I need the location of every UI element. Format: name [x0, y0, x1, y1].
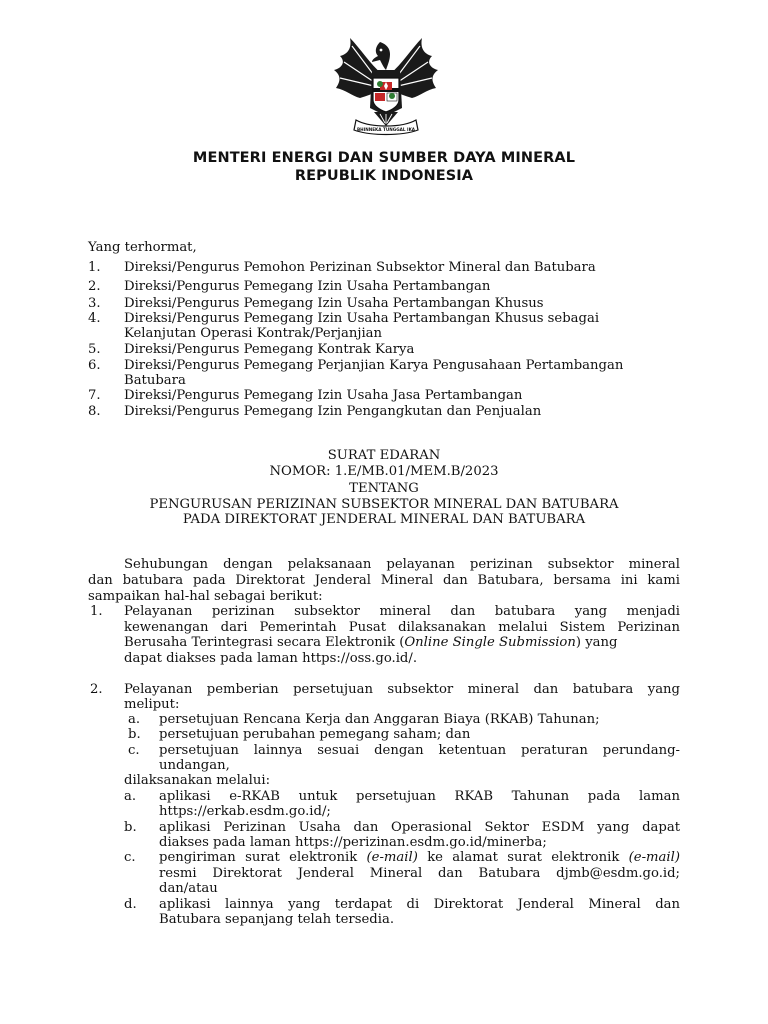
recipient-number: 1. — [88, 260, 101, 275]
point-text: kewenangan dari Pemerintah Pusat dilaksanakan melalui Sistem Perizinan — [124, 620, 680, 635]
recipient-number: 6. — [88, 358, 101, 373]
sub-item: aplikasi lainnya yang terdapat di Direktorat Jenderal Mineral dan — [159, 897, 680, 912]
document-subject: PENGURUSAN PERIZINAN SUBSEKTOR MINERAL DAN BATUBARA — [149, 497, 619, 512]
recipient-text: Direksi/Pengurus Pemegang Perjanjian Karya Pengusahaan Pertambangan — [124, 358, 624, 373]
recipient-text: Direksi/Pengurus Pemegang Izin Usaha Pertambangan Khusus sebagai — [124, 311, 600, 326]
point-text: Pelayanan perizinan subsektor mineral dan batubara yang menjadi — [124, 604, 680, 619]
salutation: Yang terhormat, — [88, 240, 197, 255]
recipient-number: 5. — [88, 342, 101, 357]
point-text: meliput: — [124, 697, 180, 712]
republic-title: REPUBLIK INDONESIA — [294, 168, 474, 184]
intro-line: Sehubungan dengan pelaksanaan pelayanan perizinan subsektor mineral — [124, 557, 680, 572]
document-about: TENTANG — [349, 481, 419, 496]
recipient-text: Direksi/Pengurus Pemegang Izin Usaha Pertambangan Khusus — [124, 296, 544, 311]
sub-item: undangan, — [159, 758, 230, 773]
sub-item: persetujuan lainnya sesuai dengan ketentuan peraturan perundang- — [159, 743, 680, 758]
sub-item: aplikasi e-RKAB untuk persetujuan RKAB Tahunan pada laman — [159, 789, 680, 804]
recipient-text: Batubara — [124, 373, 186, 388]
recipient-number: 7. — [88, 388, 101, 403]
recipient-text: Direksi/Pengurus Pemegang Izin Pengangkutan dan Penjualan — [124, 404, 542, 419]
sub-letter: b. — [124, 820, 137, 835]
document-number: NOMOR: 1.E/MB.01/MEM.B/2023 — [269, 464, 499, 479]
recipient-number: 4. — [88, 311, 101, 326]
document-type: SURAT EDARAN — [327, 448, 441, 463]
sub-letter: c. — [124, 850, 136, 865]
intro-line: dan batubara pada Direktorat Jenderal Mineral dan Batubara, bersama ini kami — [88, 573, 680, 588]
sub-item: resmi Direktorat Jenderal Mineral dan Batubara djmb@esdm.go.id; — [159, 866, 680, 881]
intro-line: sampaikan hal-hal sebagai berikut: — [88, 589, 323, 604]
recipient-text: Direksi/Pengurus Pemegang Kontrak Karya — [124, 342, 415, 357]
sub-item: diakses pada laman https://perizinan.esdm.go.id/minerba; — [159, 835, 547, 850]
document-subject: PADA DIREKTORAT JENDERAL MINERAL DAN BATUBARA — [182, 512, 586, 527]
sub-letter: c. — [128, 743, 140, 758]
point-number: 2. — [90, 682, 103, 697]
point-text: dilaksanakan melalui: — [124, 773, 271, 788]
garuda-pancasila-emblem — [330, 34, 442, 138]
sub-item: persetujuan Rencana Kerja dan Anggaran Biaya (RKAB) Tahunan; — [159, 712, 600, 727]
sub-item: persetujuan perubahan pemegang saham; dan — [159, 727, 471, 742]
minister-title: MENTERI ENERGI DAN SUMBER DAYA MINERAL — [192, 150, 576, 166]
sub-item: https://erkab.esdm.go.id/; — [159, 804, 331, 819]
point-text: Berusaha Terintegrasi secara Elektronik (Online Single Submission) yang — [124, 635, 618, 650]
svg-text:BHINNEKA TUNGGAL IKA: BHINNEKA TUNGGAL IKA — [356, 127, 416, 132]
sub-letter: d. — [124, 897, 137, 912]
point-number: 1. — [90, 604, 103, 619]
sub-item: Batubara sepanjang telah tersedia. — [159, 912, 395, 927]
recipient-text: Direksi/Pengurus Pemegang Izin Usaha Pertambangan — [124, 279, 491, 294]
sub-letter: a. — [128, 712, 141, 727]
recipient-text: Direksi/Pengurus Pemegang Izin Usaha Jasa Pertambangan — [124, 388, 523, 403]
recipient-text: Direksi/Pengurus Pemohon Perizinan Subsektor Mineral dan Batubara — [124, 260, 596, 275]
sub-letter: a. — [124, 789, 137, 804]
sub-letter: b. — [128, 727, 141, 742]
sub-item: aplikasi Perizinan Usaha dan Operasional Sektor ESDM yang dapat — [159, 820, 680, 835]
sub-item: pengiriman surat elektronik (e-mail) ke alamat surat elektronik (e-mail) — [159, 850, 680, 865]
point-text: dapat diakses pada laman https://oss.go.id/. — [124, 651, 418, 666]
recipient-number: 8. — [88, 404, 101, 419]
recipient-number: 2. — [88, 279, 101, 294]
recipient-text: Kelanjutan Operasi Kontrak/Perjanjian — [124, 326, 383, 341]
recipient-number: 3. — [88, 296, 101, 311]
sub-item: dan/atau — [159, 881, 218, 896]
point-text: Pelayanan pemberian persetujuan subsektor mineral dan batubara yang — [124, 682, 680, 697]
